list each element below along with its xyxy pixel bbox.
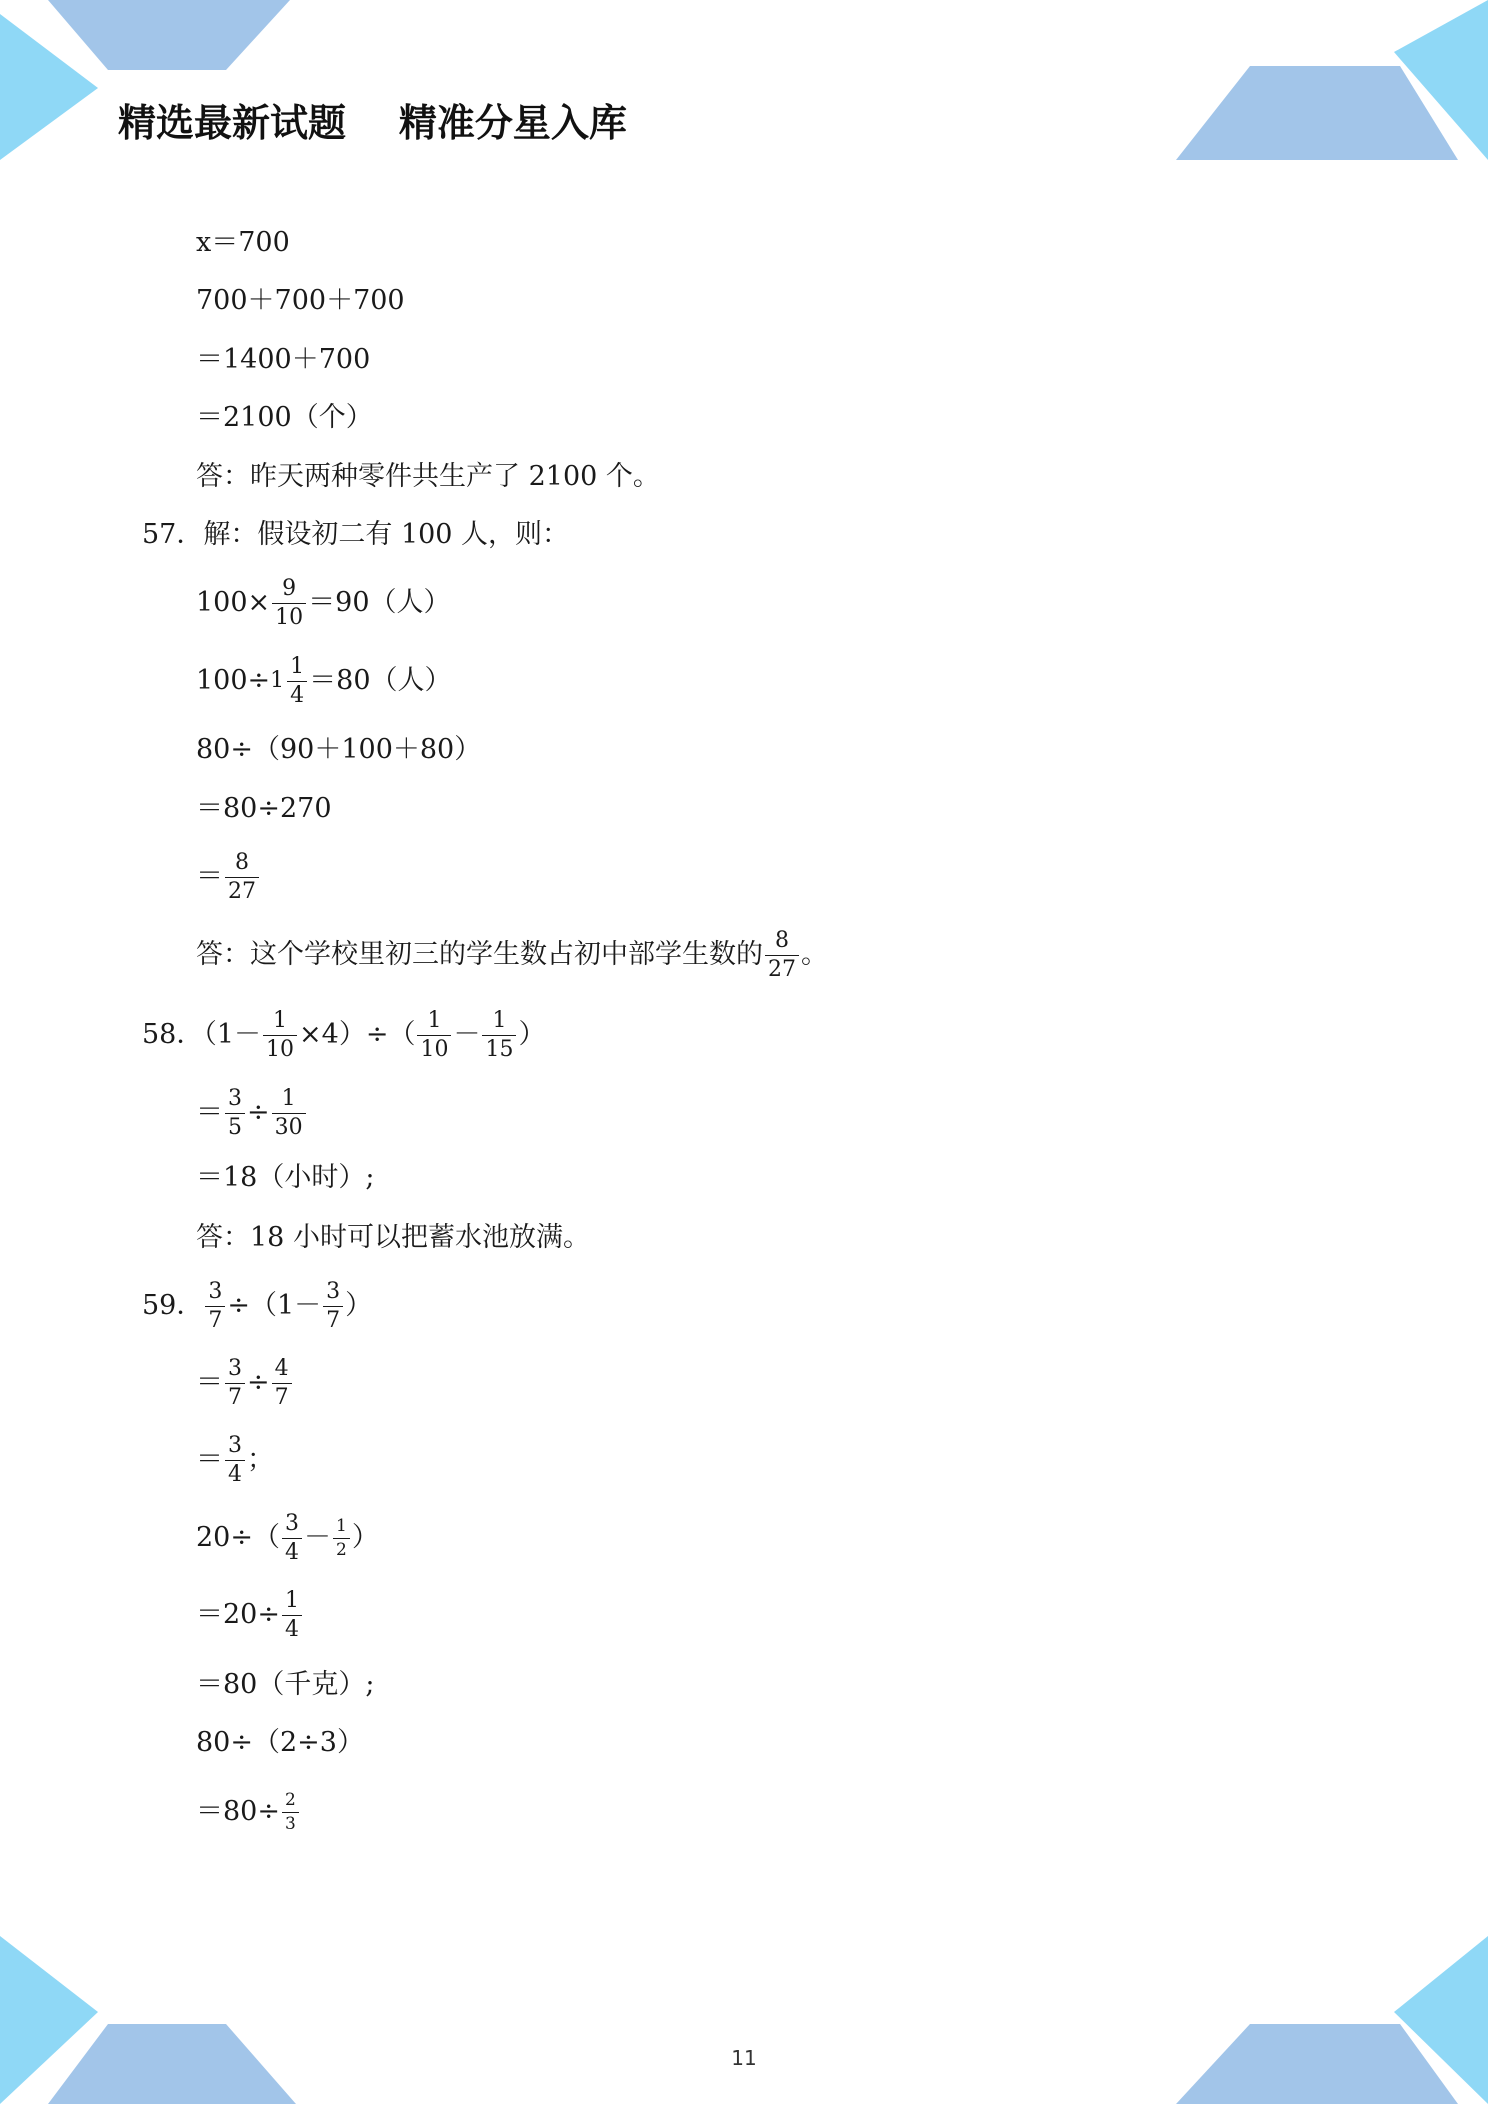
fraction-numerator: 3 [326, 1278, 341, 1304]
text-segment: 58．（1－ [142, 1019, 262, 1050]
mixed-number-whole: 1 [270, 668, 285, 693]
fraction-denominator: 7 [323, 1306, 343, 1332]
fraction [205, 1278, 225, 1333]
fraction [225, 1085, 245, 1140]
corner-shape-top-left-trapezoid [48, 0, 290, 70]
text-segment: 100× [196, 587, 271, 618]
solution-line [196, 1085, 308, 1140]
header-title: 精选最新试题 精准分星入库 [118, 101, 627, 145]
solution-line [196, 730, 481, 770]
fraction [765, 927, 799, 982]
fraction-denominator: 4 [282, 1615, 302, 1641]
fraction-numerator: 1 [427, 1007, 442, 1033]
text-segment: ＝18（小时）; [196, 1162, 375, 1193]
text-segment: ＝20÷ [196, 1599, 280, 1630]
solution-line [142, 1278, 373, 1333]
fraction-numerator: 1 [281, 1085, 296, 1111]
fraction-numerator: 8 [775, 927, 789, 953]
fraction-denominator: 27 [765, 955, 799, 981]
fraction [417, 1007, 451, 1062]
solution-line [196, 340, 370, 380]
text-segment: 700＋700＋700 [196, 285, 405, 316]
solution-line [196, 281, 405, 321]
fraction [263, 1007, 297, 1062]
text-segment: ＝ [196, 1444, 223, 1475]
fraction-numerator: 2 [284, 1789, 296, 1810]
fraction-denominator: 3 [282, 1812, 299, 1833]
solution-line [196, 457, 660, 497]
text-segment: 。 [801, 939, 828, 970]
fraction-numerator: 3 [208, 1278, 223, 1304]
solution-line [196, 1355, 294, 1410]
text-segment: ） [351, 1522, 379, 1553]
text-segment: ） [518, 1019, 546, 1050]
fraction-denominator: 4 [225, 1460, 245, 1486]
fraction [287, 653, 307, 708]
fraction-numerator: 1 [284, 1587, 299, 1613]
fraction [225, 1355, 245, 1410]
solution-line [196, 398, 373, 438]
solution-line [196, 1158, 374, 1198]
text-segment: 答：18 小时可以把蓄水池放满。 [196, 1222, 590, 1253]
fraction-denominator: 7 [205, 1306, 225, 1332]
text-segment: ＝80÷ [196, 1796, 280, 1827]
solution-line [196, 1789, 301, 1834]
solution-line [196, 1723, 364, 1763]
fraction [225, 849, 259, 904]
solution-line [196, 653, 452, 708]
text-segment: 答：这个学校里初三的学生数占初中部学生数的 [196, 939, 763, 970]
text-segment: x＝700 [196, 227, 290, 258]
text-segment: ＝80÷270 [196, 793, 332, 824]
text-segment: ； [247, 1444, 274, 1475]
solution-line [196, 1665, 374, 1705]
fraction-denominator: 15 [482, 1035, 516, 1061]
text-segment: 答：昨天两种零件共生产了 2100 个。 [196, 461, 660, 492]
fraction [282, 1587, 302, 1642]
fraction [323, 1278, 343, 1333]
text-segment: ＝ [196, 1097, 223, 1128]
solution-line [196, 849, 261, 904]
solution-line [196, 1510, 379, 1565]
fraction [282, 1510, 302, 1565]
solution-line [142, 515, 569, 555]
text-segment: ） [345, 1290, 373, 1321]
fraction [272, 1355, 292, 1410]
fraction-numerator: 3 [284, 1510, 299, 1536]
text-segment: － [303, 1522, 331, 1553]
fraction [333, 1515, 350, 1560]
fraction-denominator: 7 [272, 1383, 292, 1409]
text-segment: 80÷（90＋100＋80） [196, 734, 482, 765]
text-segment: 57．解：假设初二有 100 人，则： [142, 519, 570, 550]
solution-line [196, 223, 290, 263]
fraction-denominator: 30 [272, 1113, 306, 1139]
fraction-numerator: 3 [228, 1085, 242, 1111]
fraction-denominator: 7 [225, 1383, 245, 1409]
fraction [272, 1085, 306, 1140]
solution-line [196, 927, 828, 982]
text-segment: 100÷ [196, 665, 271, 696]
fraction-denominator: 2 [333, 1538, 350, 1559]
fraction-numerator: 1 [492, 1007, 507, 1033]
solution-line [196, 1218, 590, 1258]
fraction-numerator: 1 [273, 1007, 288, 1033]
fraction [282, 1789, 299, 1834]
fraction [482, 1007, 516, 1062]
fraction-numerator: 1 [290, 653, 305, 679]
solution-line [142, 1007, 546, 1062]
text-segment: ÷ [247, 1097, 270, 1128]
text-segment: 20÷（ [196, 1522, 280, 1553]
text-segment: ÷ [247, 1367, 270, 1398]
fraction-denominator: 27 [225, 877, 259, 903]
solution-line [196, 575, 451, 630]
mixed-number [270, 653, 309, 708]
text-segment: － [453, 1019, 481, 1050]
fraction-numerator: 3 [228, 1355, 242, 1381]
text-segment: ×4）÷（ [299, 1019, 416, 1050]
fraction-denominator: 4 [282, 1538, 302, 1564]
fraction-numerator: 1 [335, 1515, 347, 1536]
fraction-numerator: 4 [274, 1355, 289, 1381]
solution-line [196, 1587, 304, 1642]
fraction [272, 575, 306, 630]
text-segment: 59． [142, 1290, 204, 1321]
fraction [225, 1432, 245, 1487]
text-segment: 80÷（2÷3） [196, 1727, 364, 1758]
text-segment: ＝2100（个） [196, 402, 373, 433]
text-segment: ＝1400＋700 [196, 344, 371, 375]
fraction-denominator: 10 [417, 1035, 451, 1061]
page-number: 11 [731, 2046, 757, 2070]
corner-shape-top-right-trapezoid [1176, 66, 1458, 160]
text-segment: ＝ [196, 1367, 223, 1398]
fraction-numerator: 3 [228, 1432, 242, 1458]
text-segment: ÷（1－ [227, 1290, 322, 1321]
text-segment: ＝90（人） [308, 587, 451, 618]
solution-line [196, 1432, 274, 1487]
solution-line [196, 789, 332, 829]
text-segment: ＝80（千克）; [196, 1669, 375, 1700]
text-segment: ＝ [196, 861, 223, 892]
fraction-denominator: 10 [263, 1035, 297, 1061]
text-segment: ＝80（人） [309, 665, 452, 696]
fraction-numerator: 9 [282, 575, 297, 601]
fraction-denominator: 5 [225, 1113, 245, 1139]
fraction-denominator: 10 [272, 603, 306, 629]
fraction-numerator: 8 [235, 849, 249, 875]
fraction-denominator: 4 [287, 681, 307, 707]
